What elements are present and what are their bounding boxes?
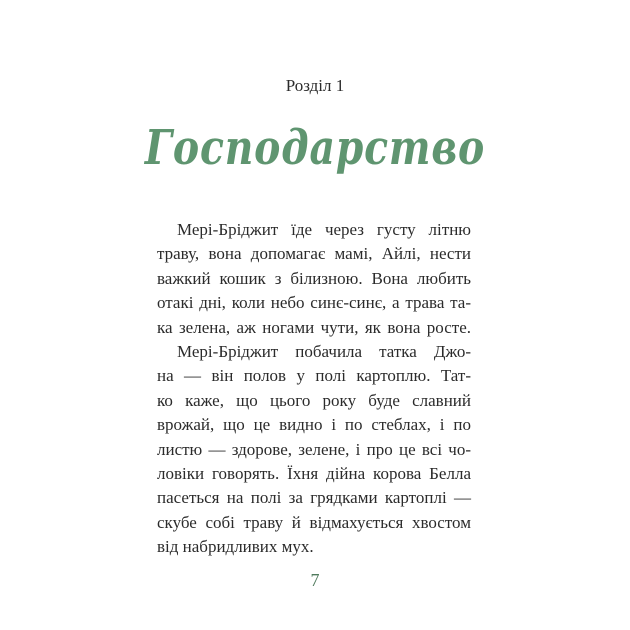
text-line: листю — здорове, зелене, і про це всі чо- [157, 439, 471, 459]
text-line: траву, вона допомагає мамі, Айлі, нести [157, 244, 471, 264]
chapter-label: Розділ 1 [285, 76, 345, 95]
text-line: ка зелена, аж ногами чути, як вона росте. [157, 317, 471, 337]
chapter-title: Господарство [144, 120, 486, 176]
text-line: врожай, що це видно і по стеблах, і по [157, 415, 471, 435]
text-line: ко каже, що цього року буде славний [157, 390, 471, 410]
body-text [157, 218, 471, 559]
text-line: отакі дні, коли небо синє-синє, а трава та- [157, 293, 471, 313]
text-line: від набридливих мух. [157, 537, 314, 557]
text-line: пасеться на полі за грядками картоплі — [157, 488, 471, 508]
page-number: 7 [310, 570, 320, 590]
text-line: Мері-Бріджит їде через густу літню [177, 220, 471, 239]
text-line: на — він полов у полі картоплю. Тат- [157, 366, 471, 386]
text-line: скубе собі траву й відмахується хвостом [157, 512, 471, 532]
text-line: важкий кошик з білизною. Вона любить [157, 268, 471, 288]
text-line: ловіки говорять. Їхня дійна корова Белла [157, 463, 471, 483]
text-line: Мері-Бріджит побачила татка Джо- [177, 341, 471, 361]
